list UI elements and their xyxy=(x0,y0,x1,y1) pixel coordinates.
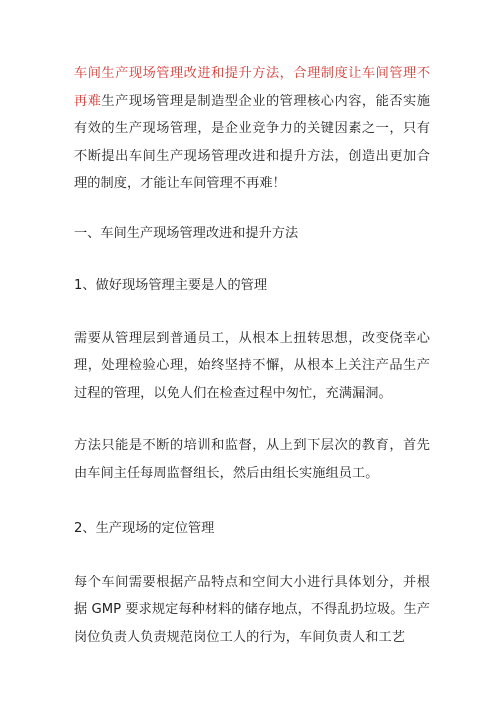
item-one-paragraph-1: 需要从管理层到普通员工，从根本上扭转思想，改变侥幸心理，处理检验心理，始终坚持不懈，从根本上关注产品生产过程的管理，以免人们在检查过程中匆忙，充满漏洞。 xyxy=(74,330,430,401)
item-one-title: 1、做好现场管理主要是人的管理 xyxy=(74,278,268,293)
intro-body-text: 生产现场管理是制造型企业的管理核心内容，能否实施有效的生产现场管理，是企业竞争力的关键因素之一，只有不断提出车间生产现场管理改进和提升方法，创造出更加合理的制度，才能让车间管理不再难！ xyxy=(74,93,430,191)
intro-highlight-title: 车间生产现场管理改进和提升方法，合理制度让车间管理不再难 xyxy=(74,66,430,109)
section-one-title: 一、车间生产现场管理改进和提升方法 xyxy=(74,225,299,241)
intro-paragraph xyxy=(74,60,430,198)
item-two-title: 2、生产现场的定位管理 xyxy=(74,521,215,536)
document-body xyxy=(74,60,430,651)
item-two-paragraph-1: 每个车间需要根据产品特点和空间大小进行具体划分，并根据 GMP 要求规定每种材料的储存地点，不得乱扔垃圾。生产岗位负责人负责规范岗位工人的行为，车间负责人和工艺 xyxy=(74,574,430,645)
item-one-paragraph-2: 方法只能是不断的培训和监督，从上到下层次的教育，首先由车间主任每周监督组长，然后由组长实施组员工。 xyxy=(74,438,430,481)
